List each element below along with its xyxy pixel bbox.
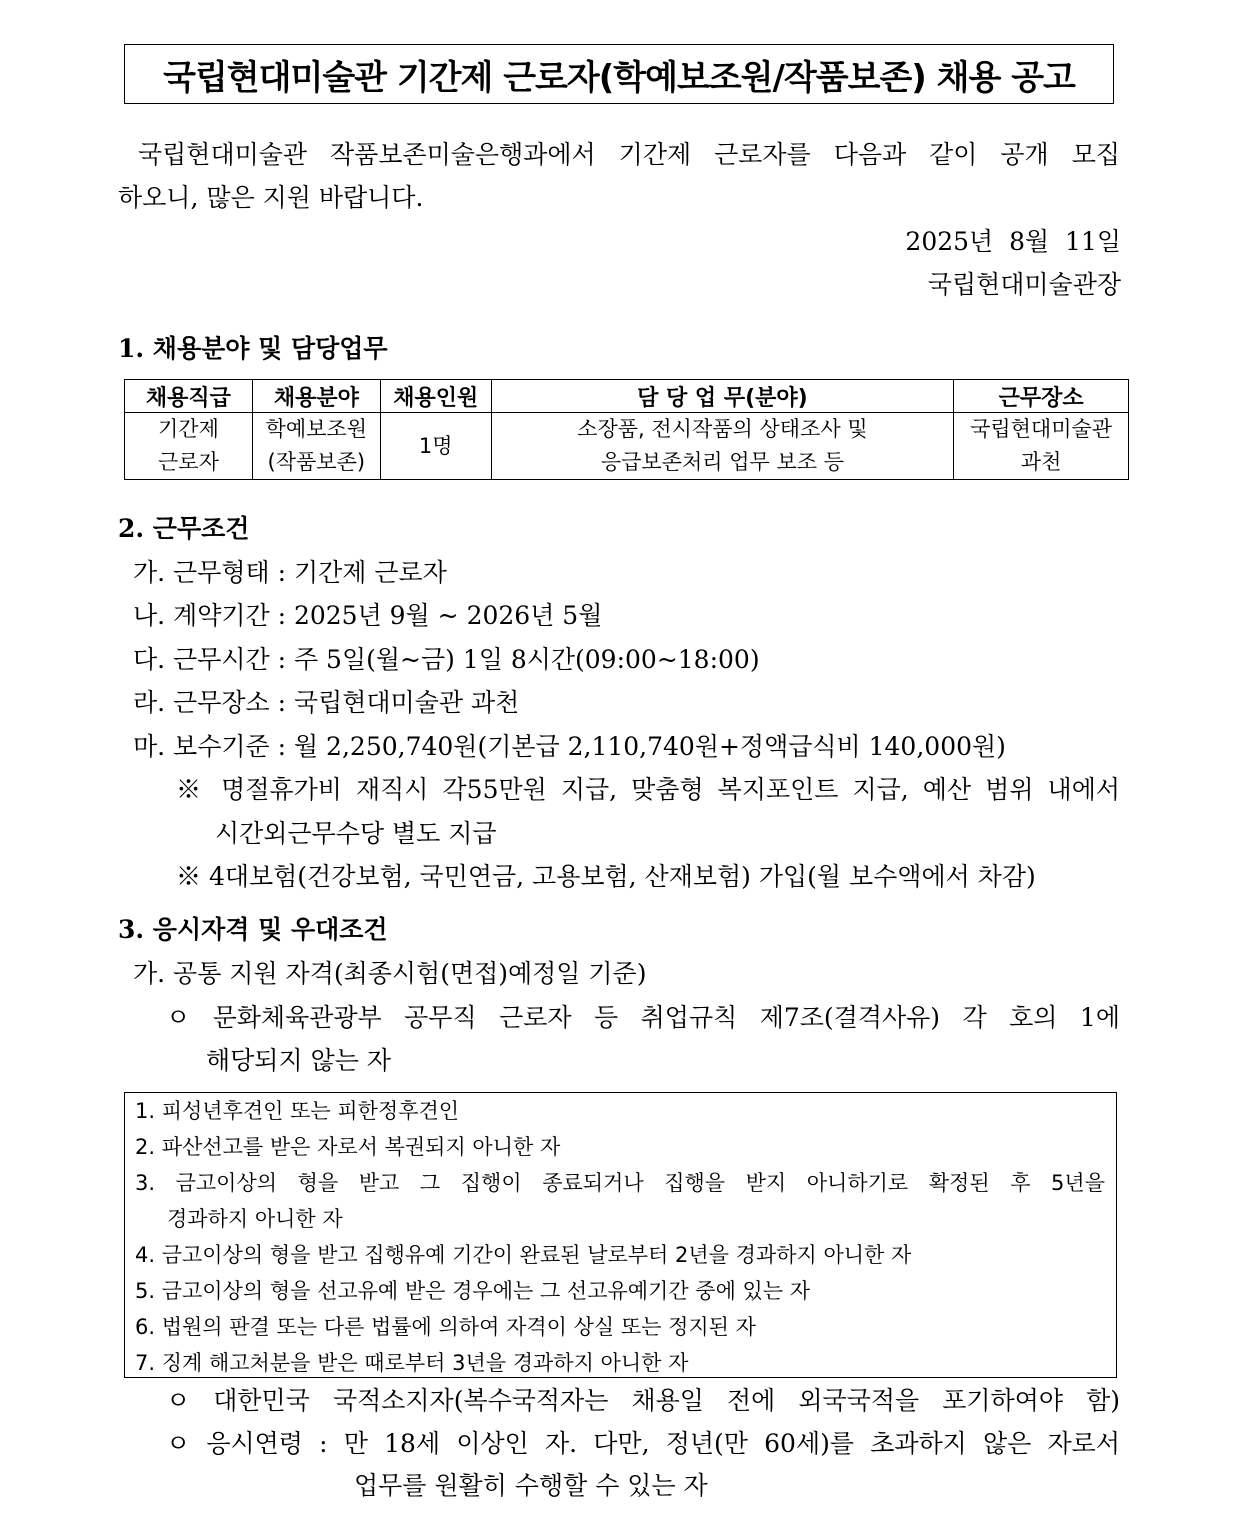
sub-heading-a: 가. 공통 지원 자격(최종시험(면접)예정일 기준) [133, 959, 647, 988]
note-2: ※ 4대보험(건강보험, 국민연금, 고용보험, 산재보험) 가입(월 보수액에서 차감) [176, 862, 1036, 891]
bullet-3-line-2: 업무를 원활히 수행할 수 있는 자 [354, 1471, 708, 1500]
cell-field-line-2: (작품보존) [267, 450, 366, 474]
note-1-line-2: 시간외근무수당 별도 지급 [215, 819, 497, 848]
cell-place-line-2: 과천 [1020, 450, 1062, 474]
bullet-2: ㅇ 대한민국 국적소지자(복수국적자는 채용일 전에 외국국적을 포기하여야 함) [166, 1386, 1120, 1415]
bullet-1-line-1: ㅇ 문화체육관광부 공무직 근로자 등 취업규칙 제7조(결격사유) 각 호의 1에 [166, 1003, 1120, 1032]
list-item: 2. 파산선고를 받은 자로서 복권되지 아니한 자 [135, 1135, 561, 1159]
col-header-place: 근무장소 [954, 380, 1129, 413]
list-item: 1. 피성년후견인 또는 피한정후견인 [135, 1099, 460, 1123]
cell-field [252, 413, 380, 480]
cell-count: 1명 [380, 413, 491, 480]
cell-grade [125, 413, 253, 480]
col-header-count: 채용인원 [380, 380, 491, 413]
list-item: 5. 금고이상의 형을 선고유예 받은 경우에는 그 선고유예기간 중에 있는 자 [135, 1279, 811, 1303]
list-item: 6. 법원의 판결 또는 다른 법률에 의하여 자격이 상실 또는 정지된 자 [135, 1315, 756, 1339]
condition-item: 가. 근무형태 : 기간제 근로자 [133, 558, 447, 587]
col-header-field: 채용분야 [252, 380, 380, 413]
condition-item: 라. 근무장소 : 국립현대미술관 과천 [133, 688, 520, 717]
cell-duty-line-1: 소장품, 전시작품의 상태조사 및 [577, 417, 868, 441]
issuer: 국립현대미술관장 [927, 270, 1121, 299]
table-row [125, 413, 1129, 480]
col-header-duty: 담 당 업 무(분야) [491, 380, 953, 413]
page-title [124, 44, 1114, 104]
note-1-line-1: ※ 명절휴가비 재직시 각55만원 지급, 맞춤형 복지포인트 지급, 예산 범위 내에서 [176, 775, 1120, 804]
cell-duty-line-2: 응급보존처리 업무 보조 등 [600, 450, 844, 474]
list-item-continuation: 경과하지 아니한 자 [167, 1207, 343, 1231]
section-1-heading: 1. 채용분야 및 담당업무 [118, 334, 388, 363]
cell-place [954, 413, 1129, 480]
list-item: 4. 금고이상의 형을 받고 집행유예 기간이 완료된 날로부터 2년을 경과하지 아니한 자 [135, 1243, 912, 1267]
bullet-3-line-1: ㅇ 응시연령 : 만 18세 이상인 자. 다만, 정년(만 60세)를 초과하지 않은 자로서 [166, 1429, 1120, 1458]
bullet-1-line-2: 해당되지 않는 자 [206, 1046, 391, 1075]
cell-grade-line-2: 근로자 [158, 450, 219, 474]
condition-item: 다. 근무시간 : 주 5일(월~금) 1일 8시간(09:00~18:00) [133, 645, 760, 674]
cell-field-line-1: 학예보조원 [265, 417, 368, 441]
cell-place-line-1: 국립현대미술관 [970, 417, 1113, 441]
section-3-heading: 3. 응시자격 및 우대조건 [118, 915, 388, 944]
title-text: 국립현대미술관 기간제 근로자(학예보조원/작품보존) 채용 공고 [163, 57, 1075, 98]
condition-item: 나. 계약기간 : 2025년 9월 ~ 2026년 5월 [133, 601, 603, 630]
condition-item: 마. 보수기준 : 월 2,250,740원(기본급 2,110,740원+정액급식비 140,000원) [133, 732, 1006, 761]
cell-grade-line-1: 기간제 [158, 417, 219, 441]
announcement-date: 2025년 8월 11일 [905, 227, 1121, 256]
disqualification-box [124, 1092, 1117, 1378]
cell-duty [491, 413, 953, 480]
section-2-heading: 2. 근무조건 [118, 514, 250, 543]
list-item: 3. 금고이상의 형을 받고 그 집행이 종료되거나 집행을 받지 아니하기로 확정된 후 5년을 [135, 1171, 1105, 1195]
table-header-row [125, 380, 1129, 413]
recruitment-table [124, 379, 1129, 480]
intro-line-2: 하오니, 많은 지원 바랍니다. [118, 183, 424, 212]
list-item: 7. 징계 해고처분을 받은 때로부터 3년을 경과하지 아니한 자 [135, 1351, 689, 1375]
intro-line-1: 국립현대미술관 작품보존미술은행과에서 기간제 근로자를 다음과 같이 공개 모집 [138, 140, 1120, 169]
col-header-grade: 채용직급 [125, 380, 253, 413]
